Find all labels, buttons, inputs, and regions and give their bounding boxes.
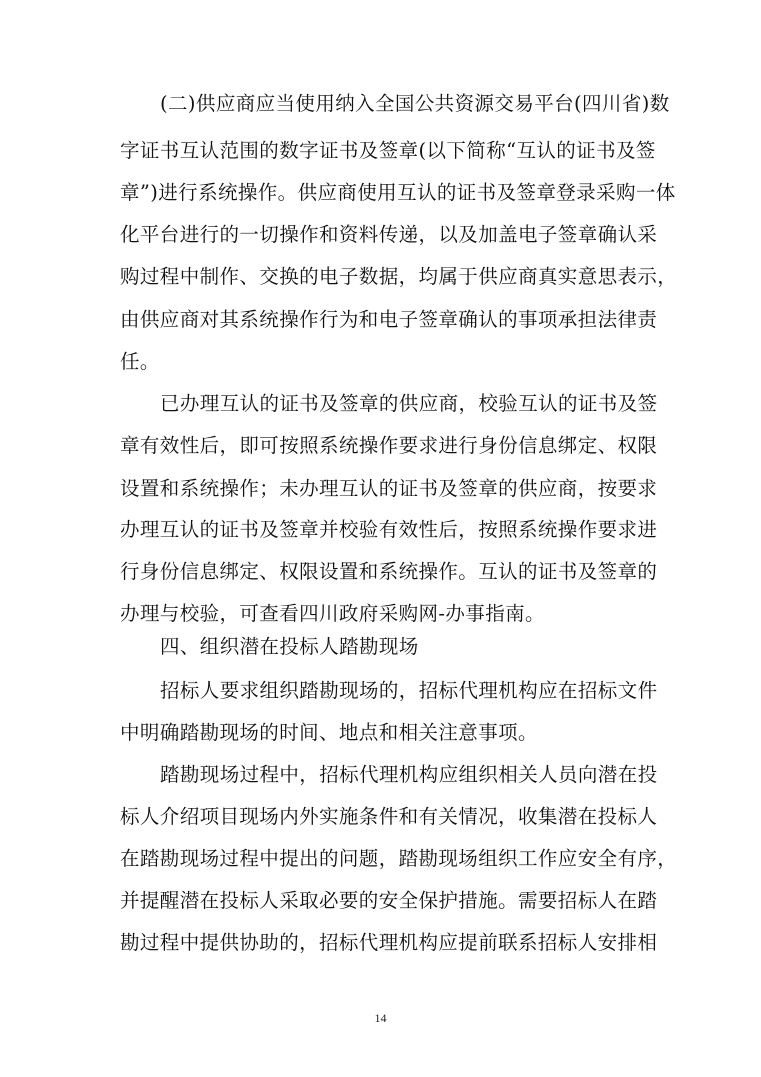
body-text-line: 行身份信息绑定、权限设置和系统操作。互认的证书及签章的 bbox=[120, 560, 658, 583]
body-text-line: 字证书互认范围的数字证书及签章(以下简称“互认的证书及签 bbox=[120, 139, 656, 162]
body-text-line: 章”)进行系统操作。供应商使用互认的证书及签章登录采购一体 bbox=[120, 181, 676, 204]
body-text-line: 章有效性后，即可按照系统操作要求进行身份信息绑定、权限 bbox=[120, 434, 658, 457]
body-text-line: 并提醒潜在投标人采取必要的安全保护措施。需要招标人在踏 bbox=[120, 889, 658, 912]
section-heading: 四、组织潜在投标人踏勘现场 bbox=[160, 635, 419, 658]
page-number: 14 bbox=[374, 1011, 387, 1025]
body-text-line: 踏勘现场过程中，招标代理机构应组织相关人员向潜在投 bbox=[160, 763, 658, 786]
body-text-line: 购过程中制作、交换的电子数据，均属于供应商真实意思表示， bbox=[120, 265, 678, 288]
body-text-line: 勘过程中提供协助的，招标代理机构应提前联系招标人安排相 bbox=[120, 931, 658, 954]
body-text-line: 办理互认的证书及签章并校验有效性后，按照系统操作要求进 bbox=[120, 518, 658, 541]
body-text-line: 任。 bbox=[120, 350, 160, 373]
body-text-line: 在踏勘现场过程中提出的问题，踏勘现场组织工作应安全有序， bbox=[120, 847, 678, 870]
body-text-line: 设置和系统操作；未办理互认的证书及签章的供应商，按要求 bbox=[120, 477, 658, 500]
body-text-line: 中明确踏勘现场的时间、地点和相关注意事项。 bbox=[120, 721, 538, 744]
body-text-line: 已办理互认的证书及签章的供应商，校验互认的证书及签 bbox=[160, 392, 658, 415]
body-text-line: (二)供应商应当使用纳入全国公共资源交易平台(四川省)数 bbox=[160, 92, 670, 115]
body-text-line: 由供应商对其系统操作行为和电子签章确认的事项承担法律责 bbox=[120, 308, 658, 331]
body-text-line: 办理与校验，可查看四川政府采购网-办事指南。 bbox=[120, 602, 545, 625]
body-text-line: 化平台进行的一切操作和资料传递，以及加盖电子签章确认采 bbox=[120, 223, 658, 246]
body-text-line: 标人介绍项目现场内外实施条件和有关情况，收集潜在投标人 bbox=[120, 805, 658, 828]
body-text-line: 招标人要求组织踏勘现场的，招标代理机构应在招标文件 bbox=[160, 679, 658, 702]
